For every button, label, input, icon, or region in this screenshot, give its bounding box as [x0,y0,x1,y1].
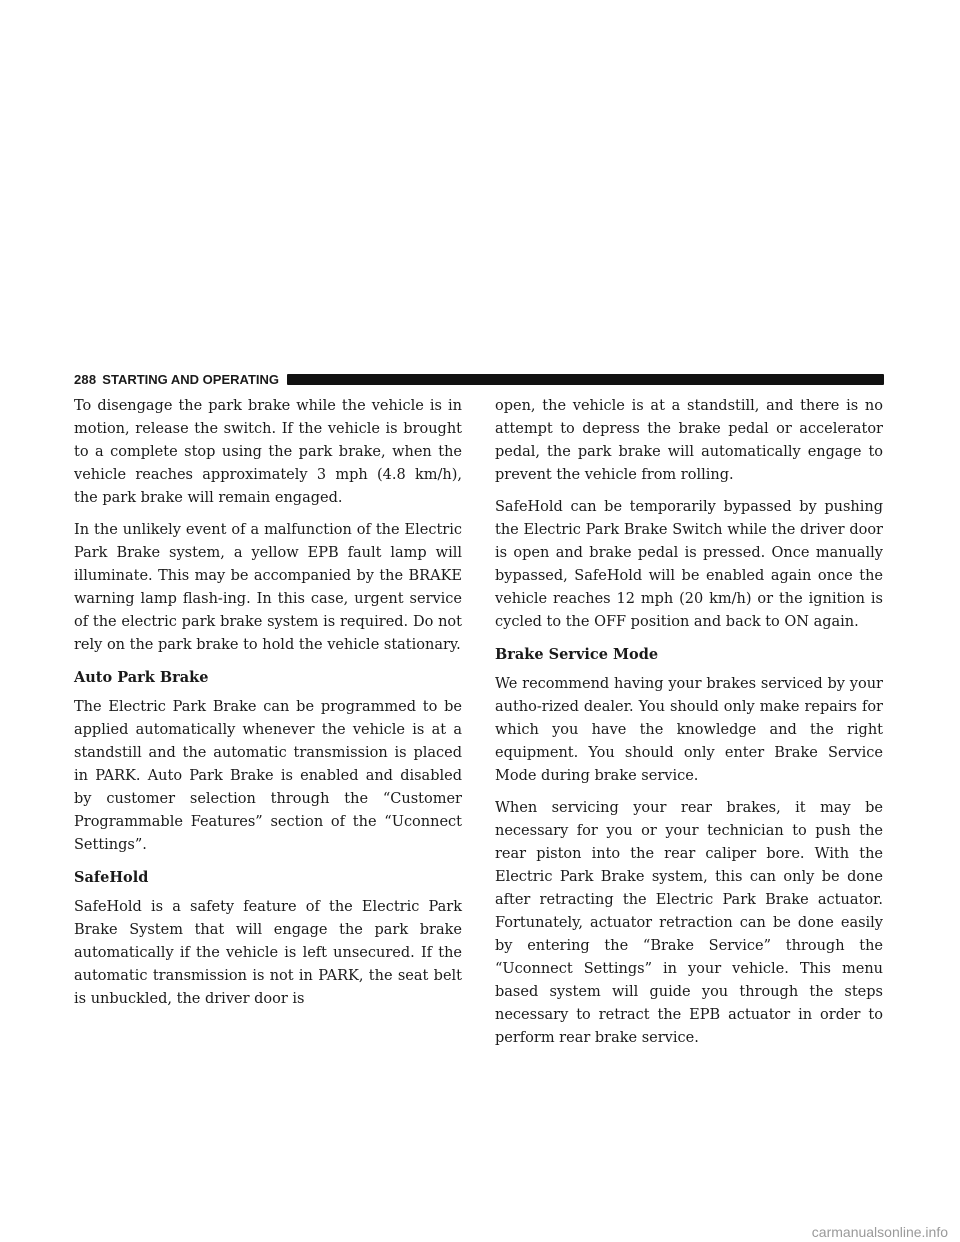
paragraph-malfunction: In the unlikely event of a malfunction of the Electric Park Brake system, a yellow EPB fault lamp will illuminate. This may be accompanied by the BRAKE warning lamp flash-ing. In this case, urgent service of the electric park brake system is required. Do not rely on the park brake to hold the vehicle stationary. [74,522,462,653]
heading-safehold: SafeHold [74,869,149,886]
page-header [74,370,884,388]
paragraph-rear-brake-service: When servicing your rear brakes, it may be necessary for you or your technician to push the rear piston into the rear caliper bore. With the Electric Park Brake system, this can only be done after retracting the Electric Park Brake actuator. Fortunately, actuator retraction can be done easily by entering the “Brake Service” through the “Uconnect Settings” in your vehicle. This menu based system will guide you through the steps necessary to retract the EPB actuator in order to perform rear brake service. [495,800,883,1046]
section-title: STARTING AND OPERATING [102,371,279,387]
paragraph-disengage: To disengage the park brake while the vehicle is in motion, release the switch. If the vehicle is brought to a complete stop using the park brake, when the vehicle reaches approximately 3 mph (4.8 km/h), the park brake will remain engaged. [74,398,462,506]
right-column [495,395,883,1059]
header-rule [287,374,884,385]
paragraph-brake-service-recommend: We recommend having your brakes serviced by your autho-rized dealer. You should only make repairs for which you have the knowledge and the right equipment. You should only enter Brake Service Mode during brake service. [495,676,883,784]
paragraph-safehold: SafeHold is a safety feature of the Electric Park Brake System that will engage the park brake automatically if the vehicle is left unsecured. If the automatic transmission is not in PARK, the seat belt is unbuckled, the driver door is [74,899,462,1007]
paragraph-safehold-cont: open, the vehicle is at a standstill, and there is no attempt to depress the brake pedal or accelerator pedal, the park brake will automatically engage to prevent the vehicle from rolling. [495,398,883,483]
paragraph-auto-park-brake: The Electric Park Brake can be programmed to be applied automatically whenever the vehicle is at a standstill and the automatic transmission is placed in PARK. Auto Park Brake is enabled and disabled by customer selection through the “Customer Programmable Features” section of the “Uconnect Settings”. [74,699,462,853]
paragraph-safehold-bypass: SafeHold can be temporarily bypassed by pushing the Electric Park Brake Switch while the driver door is open and brake pedal is pressed. Once manually bypassed, SafeHold will be enabled again once the vehicle reaches 12 mph (20 km/h) or the ignition is cycled to the OFF position and back to ON again. [495,499,883,630]
watermark: carmanualsonline.info [0,1222,960,1242]
heading-auto-park-brake: Auto Park Brake [74,669,209,686]
page-number: 288 [74,371,97,387]
heading-brake-service-mode: Brake Service Mode [495,646,659,663]
left-column [74,395,462,1020]
